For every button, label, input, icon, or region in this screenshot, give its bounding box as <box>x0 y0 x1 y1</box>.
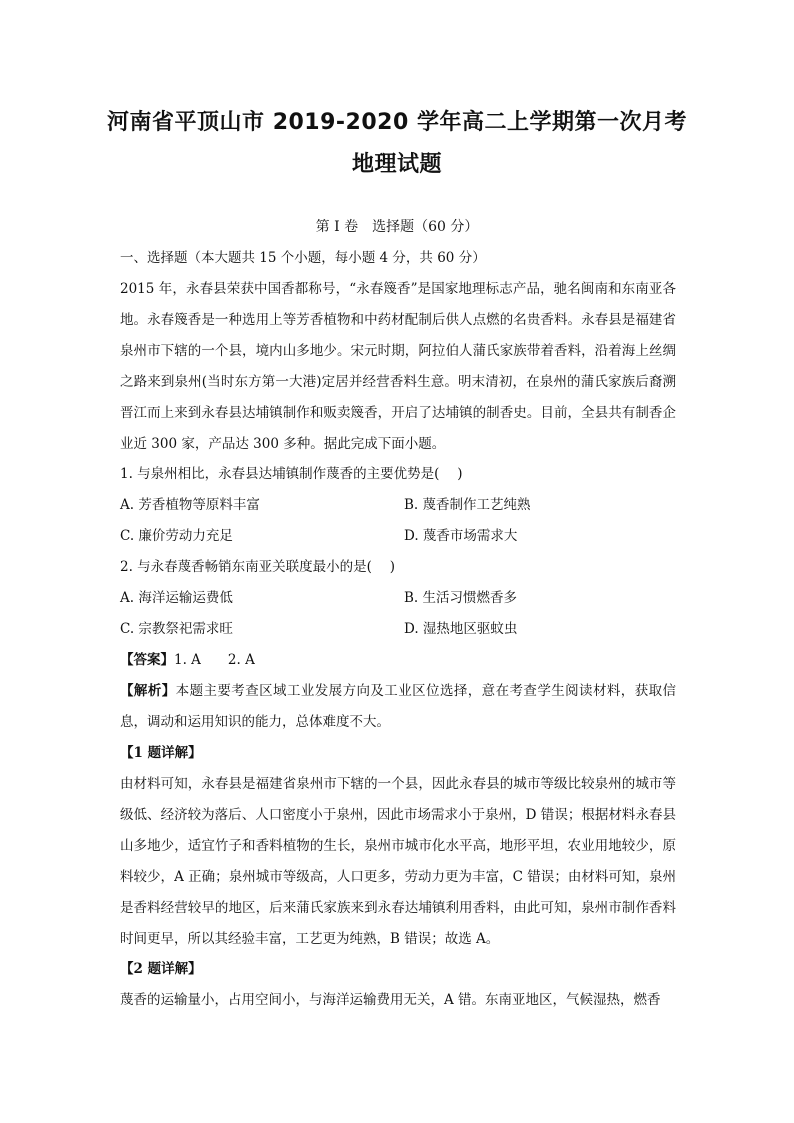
question-2-options-row-1 <box>120 583 676 614</box>
detail-1-heading-block <box>120 738 676 769</box>
question-2-option-b: B. 生活习惯燃香多 <box>404 590 518 606</box>
answer-label: 【答案】 <box>120 652 174 668</box>
analysis-text: 本题主要考查区域工业发展方向及工业区位选择，意在考查学生阅读材料，获取信息，调动和运用知识的能力，总体难度不大。 <box>120 683 677 730</box>
question-2-option-c: C. 宗教祭祀需求旺 <box>120 621 233 637</box>
analysis-label: 【解析】 <box>120 683 176 699</box>
document-title: 河南省平顶山市 2019-2020 学年高二上学期第一次月考 <box>107 110 687 135</box>
answer-line <box>120 645 676 676</box>
questions-block <box>120 459 676 676</box>
question-2-stem: 2. 与永春蔑香畅销东南亚关联度最小的是( ) <box>120 559 395 575</box>
question-1-stem: 1. 与泉州相比，永春县达埔镇制作蔑香的主要优势是( ) <box>120 466 463 482</box>
section-instructions: 一、选择题（本大题共 15 个小题，每小题 4 分，共 60 分） <box>120 250 486 266</box>
instructions-block <box>120 243 676 274</box>
reading-passage: 2015 年，永春县荣获中国香都称号，“永春篾香”是国家地理标志产品，驰名闽南和东南亚各地。永春篾香是一种选用上等芳香植物和中药材配制后供人点燃的名贵香料。永春县是福建省泉州市下辖的一个县，境内山多地少。宋元时期，阿拉伯人蒲氏家族带着香料，沿着海上丝绸之路来到泉州(当时东方第一大港)定居并经营香料生意。明末清初，在泉州的蒲氏家族后裔溯晋江而上来到永春县达埔镇制作和贩卖篾香，开启了达埔镇的制香史。目前，全县共有制香企业近 300 家，产品达 300 多种。据此完成下面小题。 <box>120 281 676 452</box>
document-subtitle: 地理试题 <box>351 152 442 177</box>
question-2-options-row-2 <box>120 614 676 645</box>
question-1-option-d: D. 蔑香市场需求大 <box>404 528 518 544</box>
detail-1-text: 由材料可知，永春县是福建省泉州市下辖的一个县，因此永春县的城市等级比较泉州的城市等级低、经济较为落后、人口密度小于泉州，因此市场需求小于泉州，D 错误；根据材料永春县山多地少，适宜竹子和香料植物的生长，泉州市城市化水平高，地形平坦，农业用地较少，原料较少，A 正确；泉州城市等级高，人口更多，劳动力更为丰富，C 错误；由材料可知，泉州是香料经营较早的地区，后来蒲氏家族来到永春达埔镇利用香料，由此可知，泉州市制作香料时间更早，所以其经验丰富，工艺更为纯熟，B 错误；故选 A。 <box>120 776 676 947</box>
detail-2-label: 【2 题详解】 <box>120 961 202 977</box>
analysis-paragraph <box>120 676 676 738</box>
section-heading: 第 I 卷 选择题（60 分） <box>315 219 479 235</box>
question-1-option-b: B. 蔑香制作工艺纯熟 <box>404 497 531 513</box>
question-1-option-c: C. 廉价劳动力充足 <box>120 528 233 544</box>
question-1-option-a: A. 芳香植物等原料丰富 <box>120 497 260 513</box>
question-1-options-row-2 <box>120 521 676 552</box>
detail-1-label: 【1 题详解】 <box>120 745 202 761</box>
detail-2-heading-block <box>120 954 676 985</box>
answer-text: 1. A 2. A <box>174 652 255 668</box>
detail-2-text: 蔑香的运输量小，占用空间小，与海洋运输费用无关，A 错。东南亚地区，气候湿热，燃香 <box>120 992 661 1008</box>
question-2-option-a: A. 海洋运输运费低 <box>120 590 233 606</box>
question-1-options-row-1 <box>120 490 676 521</box>
question-2-option-d: D. 湿热地区驱蚊虫 <box>404 621 518 637</box>
